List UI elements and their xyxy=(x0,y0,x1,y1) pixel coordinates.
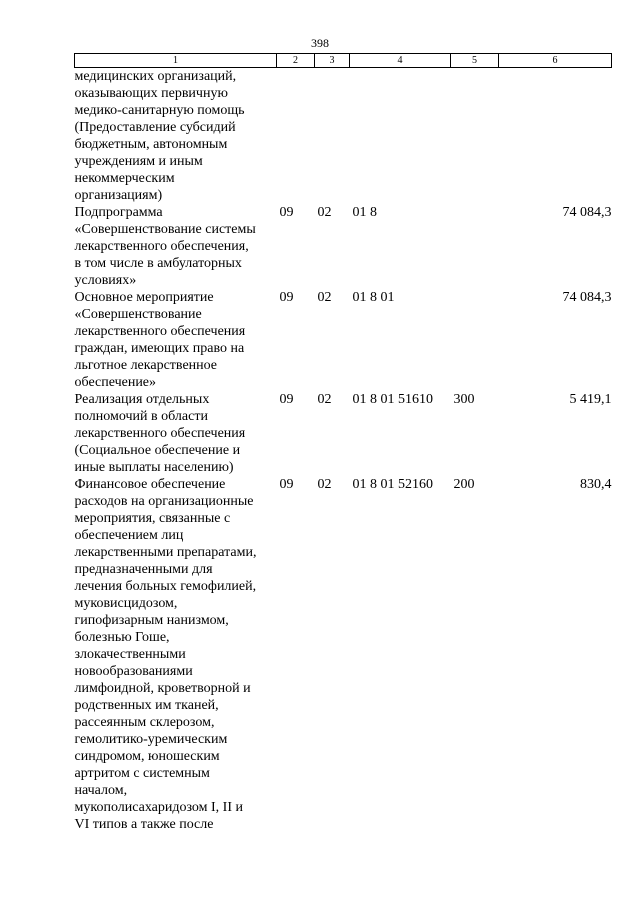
row-subsection: 02 xyxy=(317,290,332,305)
table-row xyxy=(75,68,612,205)
row-subsection: 02 xyxy=(317,392,332,407)
header-col-2: 2 xyxy=(277,54,315,68)
row-target: 01 8 xyxy=(352,205,377,220)
table-row xyxy=(75,476,612,833)
budget-table xyxy=(74,53,612,833)
row-amount: 74 084,3 xyxy=(562,205,612,220)
header-col-4: 4 xyxy=(350,54,451,68)
row-section xyxy=(277,68,315,205)
row-target xyxy=(350,68,451,205)
row-expense-type: 200 xyxy=(453,477,475,492)
row-section: 09 xyxy=(279,290,294,305)
row-amount xyxy=(499,68,612,205)
header-row xyxy=(75,54,612,68)
row-expense-type xyxy=(451,204,499,289)
row-subsection xyxy=(315,68,350,205)
row-section: 09 xyxy=(279,477,294,492)
row-name: Реализация отдельных полномочий в области лекарственного обеспечения (Социальное обеспечение и иные выплаты населению) xyxy=(74,392,246,475)
header-col-6: 6 xyxy=(499,54,612,68)
row-subsection: 02 xyxy=(317,477,332,492)
header-col-3: 3 xyxy=(315,54,350,68)
row-section: 09 xyxy=(279,392,294,407)
row-subsection: 02 xyxy=(317,205,332,220)
table-row xyxy=(75,204,612,289)
row-section: 09 xyxy=(279,205,294,220)
row-name: медицинских организаций, оказывающих первичную медико-санитарную помощь (Предоставление субсидий бюджетным, автономным учреждениям и иным некоммерческим организациям) xyxy=(74,69,245,203)
row-name: Основное мероприятие «Совершенствование лекарственного обеспечения граждан, имеющих право на льготное лекарственное обеспечение» xyxy=(74,290,246,390)
table-row xyxy=(75,391,612,476)
row-target: 01 8 01 51610 xyxy=(352,392,433,407)
table-row xyxy=(75,289,612,391)
header-col-5: 5 xyxy=(451,54,499,68)
row-expense-type xyxy=(451,68,499,205)
row-amount: 74 084,3 xyxy=(562,290,612,305)
table-header xyxy=(75,54,612,68)
header-col-1: 1 xyxy=(75,54,277,68)
row-name: Подпрограмма «Совершенствование системы лекарственного обеспечения, в том числе в амбулаторных условиях» xyxy=(74,205,256,288)
row-target: 01 8 01 52160 xyxy=(352,477,433,492)
row-expense-type xyxy=(451,289,499,391)
page-number: 398 xyxy=(311,36,329,50)
row-name: Финансовое обеспечение расходов на организационные мероприятия, связанные с обеспечением лиц лекарственными препаратами, предназначенными для лечения больных гемофилией, муковисцидозом, гипофизарным нанизмом, болезнью Гоше, злокачественными новообразованиями лимфоидной, кроветворной и родственных им тканей, рассеянным склерозом, гемолитико-уремическим синдромом, юношеским артритом с системным началом, мукополисахаридозом I, II и VI типов а также после xyxy=(74,477,257,832)
row-amount: 830,4 xyxy=(580,477,612,492)
row-target: 01 8 01 xyxy=(352,290,395,305)
row-amount: 5 419,1 xyxy=(569,392,612,407)
row-expense-type: 300 xyxy=(453,392,475,407)
